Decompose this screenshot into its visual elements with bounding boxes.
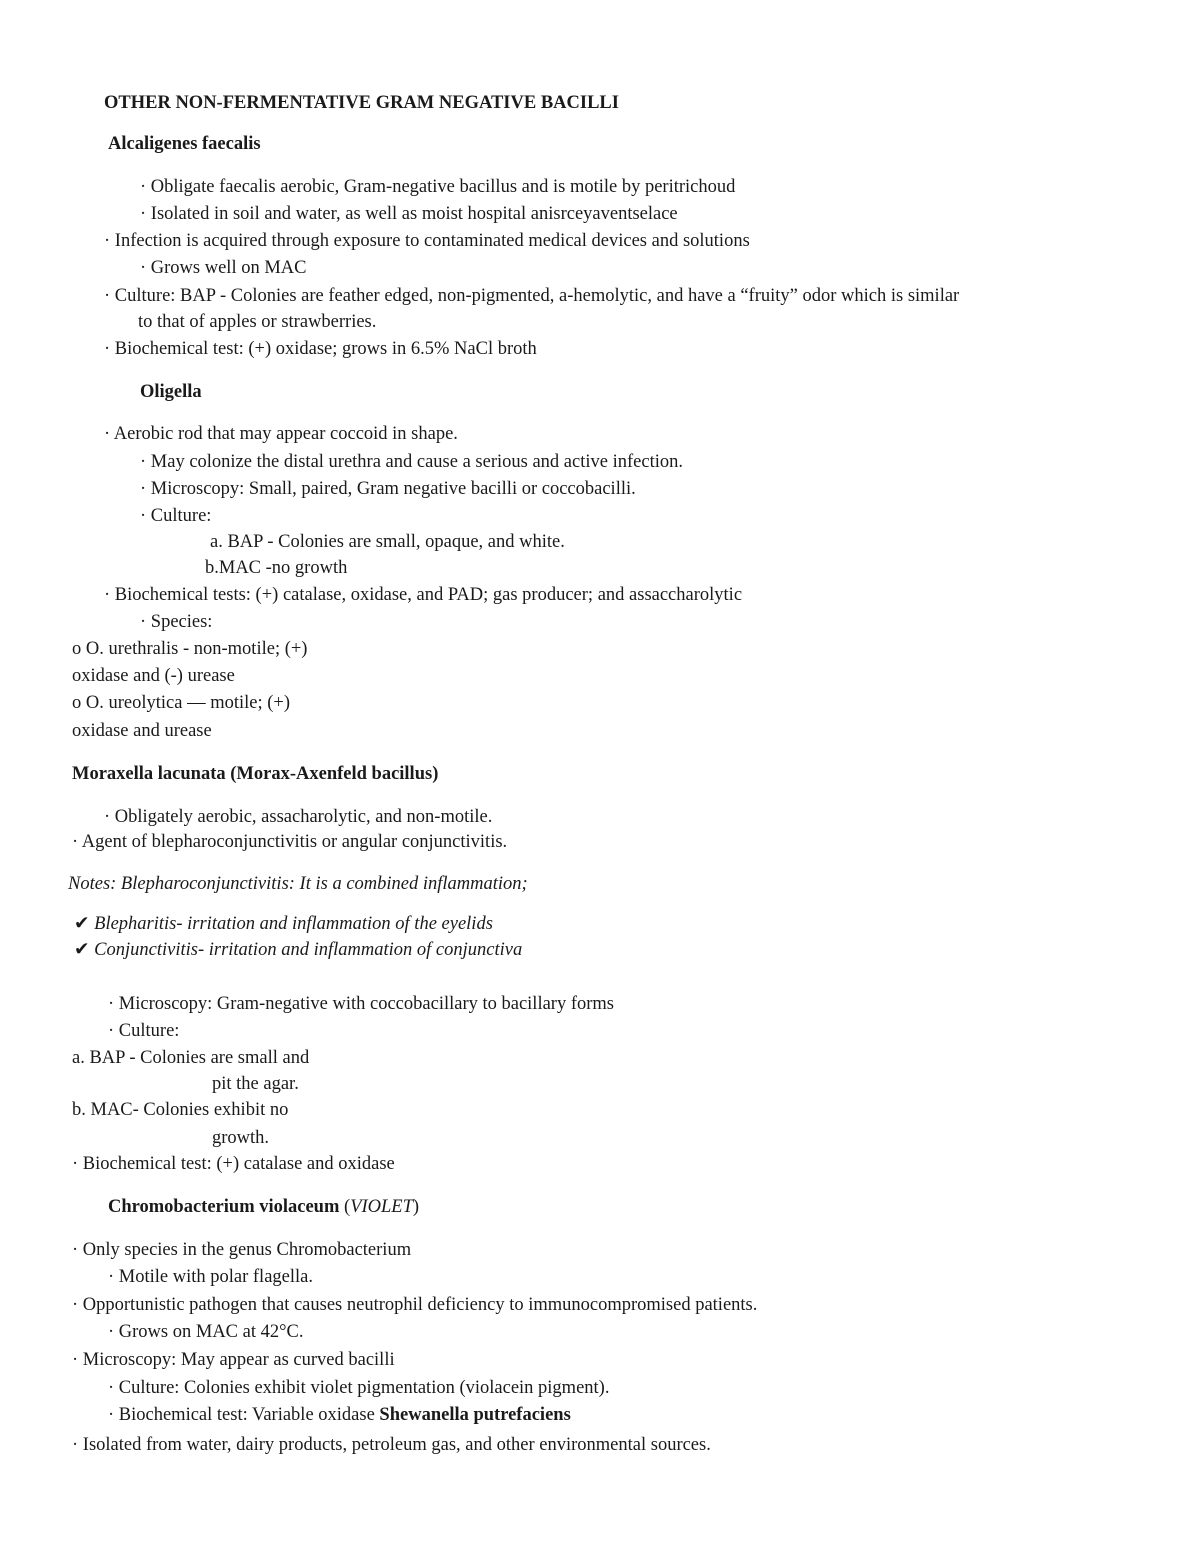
oligella-line-8: · Species: (140, 612, 213, 632)
oligella-line-9: o O. urethralis - non-motile; (+) (72, 639, 308, 659)
section-heading-moraxella: Moraxella lacunata (Morax-Axenfeld bacillus) (72, 764, 439, 784)
moraxella-line-3: · Microscopy: Gram-negative with coccobacillary to bacillary forms (108, 994, 614, 1014)
moraxella-line-6: pit the agar. (212, 1074, 299, 1094)
oligella-line-1: · Aerobic rod that may appear coccoid in shape. (104, 424, 458, 444)
chromobacterium-line-4: · Grows on MAC at 42°C. (108, 1322, 304, 1342)
moraxella-line-9: · Biochemical test: (+) catalase and oxidase (72, 1154, 395, 1174)
oligella-line-3: · Microscopy: Small, paired, Gram negative bacilli or coccobacilli. (140, 479, 636, 499)
alcaligenes-line-3: · Infection is acquired through exposure to contaminated medical devices and solutions (104, 231, 750, 251)
chromobacterium-line-3: · Opportunistic pathogen that causes neutrophil deficiency to immunocompromised patients. (72, 1295, 758, 1315)
chromobacterium-line-8: · Isolated from water, dairy products, petroleum gas, and other environmental sources. (72, 1435, 711, 1455)
chromobacterium-heading-color: VIOLET (350, 1197, 413, 1217)
alcaligenes-line-5: · Culture: BAP - Colonies are feather edged, non-pigmented, a-hemolytic, and have a “fruity” odor which is similar (104, 286, 960, 306)
oligella-line-6: b.MAC -no growth (205, 558, 348, 578)
chromobacterium-line-7-text: · Biochemical test: Variable oxidase (108, 1405, 380, 1425)
moraxella-check-item-2 (74, 941, 522, 960)
page-title: OTHER NON-FERMENTATIVE GRAM NEGATIVE BACILLI (104, 93, 619, 113)
checkmark-icon: ✔ (74, 940, 90, 960)
moraxella-line-7: b. MAC- Colonies exhibit no (72, 1100, 289, 1120)
moraxella-line-8: growth. (212, 1128, 270, 1148)
heading-paren-open: ( (339, 1197, 351, 1217)
chromobacterium-line-5: · Microscopy: May appear as curved bacilli (72, 1350, 395, 1370)
moraxella-line-2: · Agent of blepharoconjunctivitis or angular conjunctivitis. (72, 832, 508, 852)
moraxella-check-item-1 (74, 915, 493, 934)
checkmark-icon: ✔ (74, 914, 90, 934)
alcaligenes-line-6: to that of apples or strawberries. (138, 312, 377, 332)
section-heading-oligella: Oligella (140, 382, 202, 402)
chromobacterium-line-7 (108, 1406, 571, 1425)
oligella-line-10: oxidase and (-) urease (72, 666, 235, 686)
oligella-line-4: · Culture: (140, 506, 212, 526)
check-item-text: Conjunctivitis- irritation and inflammation of conjunctiva (94, 940, 523, 960)
oligella-line-2: · May colonize the distal urethra and cause a serious and active infection. (140, 452, 683, 472)
oligella-line-11: o O. ureolytica — motile; (+) (72, 693, 290, 713)
oligella-line-7: · Biochemical tests: (+) catalase, oxidase, and PAD; gas producer; and assaccharolytic (104, 585, 743, 605)
heading-paren-close: ) (412, 1197, 420, 1217)
moraxella-line-4: · Culture: (108, 1021, 180, 1041)
alcaligenes-line-2: · Isolated in soil and water, as well as moist hospital anisrceyaventselace (140, 204, 678, 224)
moraxella-line-5: a. BAP - Colonies are small and (72, 1048, 310, 1068)
chromobacterium-line-6: · Culture: Colonies exhibit violet pigmentation (violacein pigment). (108, 1378, 610, 1398)
check-item-text: Blepharitis- irritation and inflammation of the eyelids (94, 914, 493, 934)
alcaligenes-line-4: · Grows well on MAC (140, 258, 307, 278)
alcaligenes-line-1: · Obligate faecalis aerobic, Gram-negative bacillus and is motile by peritrichoud (140, 177, 736, 197)
chromobacterium-line-2: · Motile with polar flagella. (108, 1267, 313, 1287)
oligella-line-5: a. BAP - Colonies are small, opaque, and white. (210, 532, 565, 552)
section-heading-chromobacterium (108, 1198, 419, 1217)
alcaligenes-line-7: · Biochemical test: (+) oxidase; grows in 6.5% NaCl broth (104, 339, 537, 359)
chromobacterium-heading-name: Chromobacterium violaceum (108, 1197, 340, 1217)
chromobacterium-line-1: · Only species in the genus Chromobacterium (72, 1240, 412, 1260)
moraxella-notes: Notes: Blepharoconjunctivitis: It is a combined inflammation; (68, 874, 528, 894)
section-heading-shewanella: Shewanella putrefaciens (379, 1405, 571, 1425)
section-heading-alcaligenes: Alcaligenes faecalis (108, 134, 261, 154)
oligella-line-12: oxidase and urease (72, 721, 212, 741)
moraxella-line-1: · Obligately aerobic, assacharolytic, and non-motile. (104, 807, 493, 827)
